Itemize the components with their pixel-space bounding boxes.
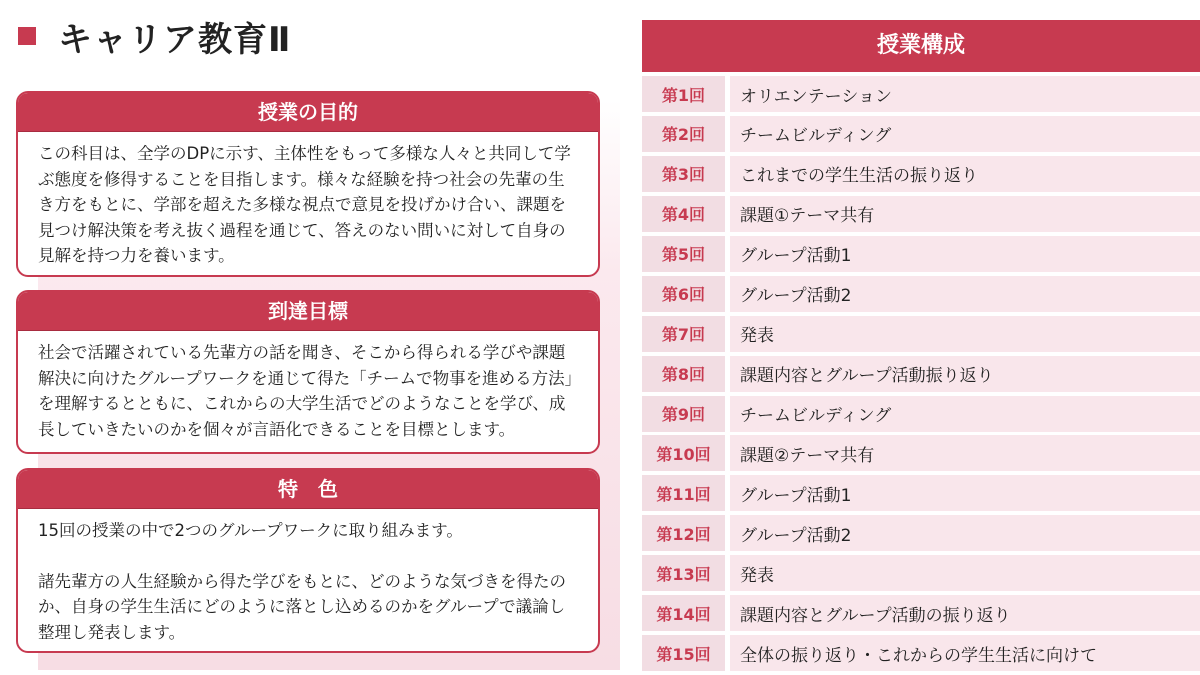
schedule-row-label: チームビルディング xyxy=(730,116,1200,152)
section-features-body xyxy=(18,509,598,653)
page-title-text: キャリア教育Ⅱ xyxy=(58,19,292,60)
section-purpose xyxy=(16,91,600,277)
schedule-row-number: 第12回 xyxy=(642,515,725,551)
schedule-table xyxy=(642,76,1200,675)
section-features-paragraph: 諸先輩方の人生経験から得た学びをもとに、どのような気づきを得たのか、自身の学生生活にどのように落とし込めるのかをグループで議論し整理し発表します。 xyxy=(38,571,566,642)
section-goals-body xyxy=(18,331,598,452)
page-title xyxy=(18,14,291,58)
schedule-row-label: 課題①テーマ共有 xyxy=(730,196,1200,232)
section-features-paragraph: 15回の授業の中で2つのグループワークに取り組みます。 xyxy=(38,521,463,540)
title-marker-square xyxy=(18,27,36,45)
schedule-row-number: 第4回 xyxy=(642,196,725,232)
schedule-row-label: 課題内容とグループ活動振り返り xyxy=(730,356,1200,392)
schedule-row-number: 第5回 xyxy=(642,236,725,272)
schedule-row xyxy=(642,435,1200,471)
schedule-row-label: グループ活動2 xyxy=(730,515,1200,551)
schedule-row xyxy=(642,396,1200,432)
section-goals xyxy=(16,290,600,454)
schedule-row xyxy=(642,475,1200,511)
schedule-row-number: 第7回 xyxy=(642,316,725,352)
schedule-row-number: 第11回 xyxy=(642,475,725,511)
schedule-row-label: グループ活動2 xyxy=(730,276,1200,312)
schedule-row-number: 第13回 xyxy=(642,555,725,591)
schedule-row xyxy=(642,595,1200,631)
schedule-row-label: 全体の振り返り・これからの学生生活に向けて xyxy=(730,635,1200,671)
schedule-row-label: グループ活動1 xyxy=(730,475,1200,511)
schedule-row-number: 第1回 xyxy=(642,76,725,112)
schedule-row-label: 発表 xyxy=(730,555,1200,591)
schedule-row xyxy=(642,635,1200,671)
section-goals-heading: 到達目標 xyxy=(18,292,598,331)
schedule-row-number: 第2回 xyxy=(642,116,725,152)
schedule-row xyxy=(642,356,1200,392)
schedule-row xyxy=(642,555,1200,591)
schedule-row-number: 第3回 xyxy=(642,156,725,192)
schedule-row xyxy=(642,196,1200,232)
section-purpose-body xyxy=(18,132,598,277)
section-features-heading: 特 色 xyxy=(18,470,598,509)
schedule-row-number: 第15回 xyxy=(642,635,725,671)
schedule-row-label: 課題内容とグループ活動の振り返り xyxy=(730,595,1200,631)
section-purpose-heading: 授業の目的 xyxy=(18,93,598,132)
schedule-row-label: 発表 xyxy=(730,316,1200,352)
section-goals-paragraph: 社会で活躍されている先輩方の話を聞き、そこから得られる学びや課題解決に向けたグループワークを通じて得た「チームで物事を進める方法」を理解するとともに、これからの大学生活でどのようなことを学び、成長していきたいのかを個々が言語化できることを目標とします。 xyxy=(38,343,573,439)
schedule-row xyxy=(642,276,1200,312)
schedule-row-label: グループ活動1 xyxy=(730,236,1200,272)
section-features xyxy=(16,468,600,653)
schedule-row xyxy=(642,236,1200,272)
schedule-row-number: 第10回 xyxy=(642,435,725,471)
schedule-row-label: チームビルディング xyxy=(730,396,1200,432)
schedule-row xyxy=(642,156,1200,192)
schedule-row-number: 第14回 xyxy=(642,595,725,631)
schedule-row xyxy=(642,316,1200,352)
section-purpose-paragraph: この科目は、全学のDPに示す、主体性をもって多様な人々と共同して学ぶ態度を修得することを目指します。様々な経験を持つ社会の先輩の生き方をもとに、学部を超えた多様な視点で意見を投げかけ合い、課題を見つけ解決策を考え抜く過程を通じて、答えのない問いに対して自身の見解を持つ力を養います。 xyxy=(38,144,571,265)
schedule-row-label: これまでの学生生活の振り返り xyxy=(730,156,1200,192)
schedule-heading: 授業構成 xyxy=(642,20,1200,72)
schedule-row-label: 課題②テーマ共有 xyxy=(730,435,1200,471)
schedule-row-number: 第9回 xyxy=(642,396,725,432)
schedule-row xyxy=(642,515,1200,551)
schedule-row-number: 第6回 xyxy=(642,276,725,312)
schedule-row xyxy=(642,76,1200,112)
schedule-row-number: 第8回 xyxy=(642,356,725,392)
schedule-row-label: オリエンテーション xyxy=(730,76,1200,112)
schedule-row xyxy=(642,116,1200,152)
